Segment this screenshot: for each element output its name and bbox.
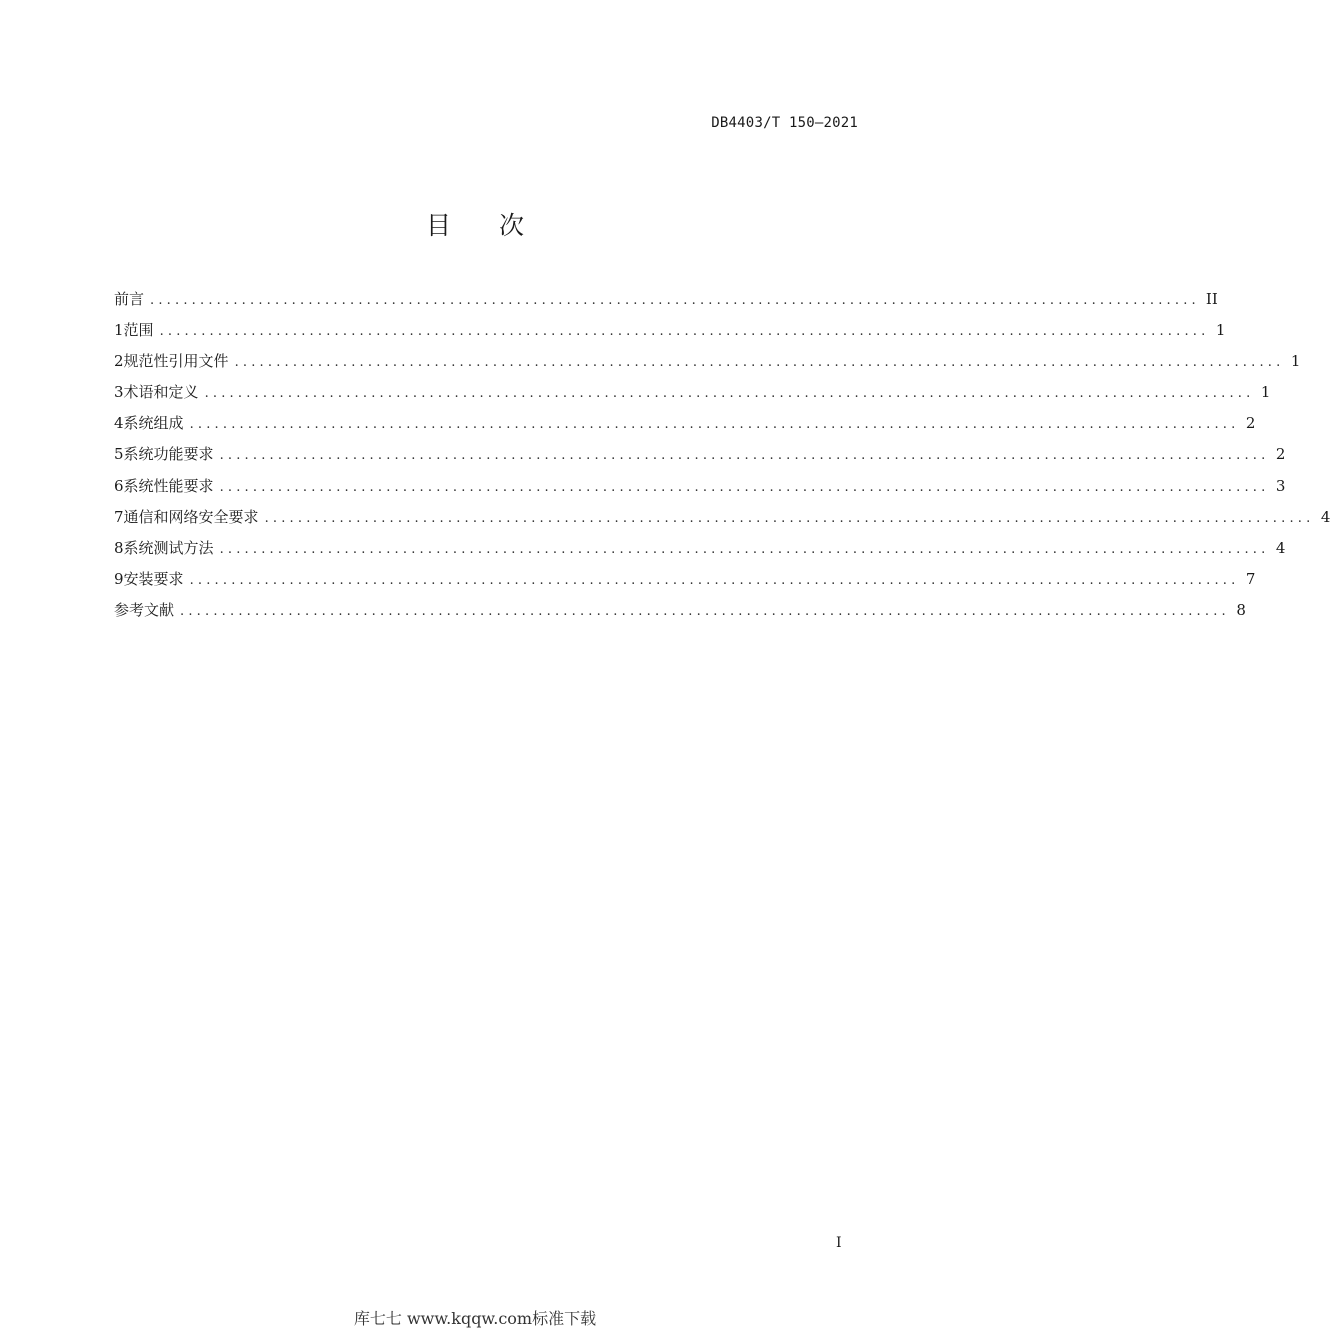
title-char-left: 目 — [425, 211, 451, 240]
toc-entry-normative-references[interactable] — [114, 349, 1301, 380]
toc-entry-terms-definitions[interactable] — [114, 380, 1271, 411]
toc-entry-label: 前言 — [114, 290, 145, 308]
toc-leader-dots: .............................................................................................................................. — [234, 355, 1285, 371]
toc-leader-dots: .............................................................................................................................. — [189, 572, 1240, 588]
toc-entry-label: 范围 — [123, 321, 154, 340]
toc-entry-label: 系统组成 — [123, 414, 184, 433]
toc-entry-label: 规范性引用文件 — [123, 352, 229, 371]
toc-entry-number: 8 — [114, 538, 124, 557]
toc-entry-page: II — [1205, 290, 1218, 308]
title-char-right: 次 — [499, 211, 525, 240]
toc-entry-test-methods[interactable] — [114, 536, 1286, 567]
toc-leader-dots: .............................................................................................................................. — [264, 510, 1315, 526]
toc-entry-number: 3 — [114, 383, 124, 402]
toc-entry-network-security[interactable] — [114, 505, 1330, 536]
toc-leader-dots: .............................................................................................................................. — [159, 324, 1210, 340]
toc-entry-number: 6 — [114, 476, 124, 495]
page-title — [0, 206, 950, 242]
toc-entry-number: 7 — [114, 507, 124, 526]
document-code: DB4403/T 150—2021 — [711, 115, 858, 131]
toc-entry-page: 2 — [1275, 445, 1286, 464]
toc-leader-dots: .............................................................................................................................. — [150, 293, 1200, 308]
toc-entry-page: 3 — [1275, 476, 1286, 495]
toc-entry-page: 1 — [1260, 383, 1271, 402]
toc-entry-foreword[interactable] — [114, 287, 1218, 318]
toc-leader-dots: .............................................................................................................................. — [189, 417, 1240, 433]
page-number: I — [836, 1235, 842, 1251]
footer-watermark: 库七七 www.kqqw.com标准下载 — [353, 1309, 597, 1328]
toc-entry-page: 8 — [1236, 600, 1246, 619]
toc-entry-label: 系统功能要求 — [123, 445, 214, 464]
toc-entry-label: 术语和定义 — [123, 383, 199, 402]
toc-leader-dots: .............................................................................................................................. — [219, 479, 1270, 495]
toc-entry-number: 4 — [114, 414, 124, 433]
toc-entry-system-composition[interactable] — [114, 411, 1256, 442]
toc-entry-label: 参考文献 — [114, 600, 175, 619]
toc-entry-number: 9 — [114, 569, 124, 588]
toc-entry-page: 4 — [1275, 538, 1286, 557]
toc-leader-dots: .............................................................................................................................. — [204, 386, 1255, 402]
toc-entry-bibliography[interactable] — [114, 598, 1246, 629]
toc-entry-performance-requirements[interactable] — [114, 474, 1286, 505]
table-of-contents — [114, 287, 1330, 629]
toc-entry-label: 通信和网络安全要求 — [123, 507, 259, 526]
toc-entry-label: 系统测试方法 — [123, 538, 214, 557]
toc-entry-scope[interactable] — [114, 318, 1226, 349]
toc-entry-label: 系统性能要求 — [123, 476, 214, 495]
toc-entry-page: 1 — [1290, 352, 1301, 371]
toc-entry-page: 7 — [1245, 569, 1256, 588]
toc-entry-page: 4 — [1320, 507, 1330, 526]
toc-entry-page: 1 — [1215, 321, 1226, 340]
toc-entry-installation[interactable] — [114, 567, 1256, 598]
toc-entry-number: 1 — [114, 321, 124, 340]
toc-leader-dots: .............................................................................................................................. — [219, 541, 1270, 557]
toc-entry-functional-requirements[interactable] — [114, 442, 1286, 473]
toc-entry-page: 2 — [1245, 414, 1256, 433]
toc-leader-dots: .............................................................................................................................. — [180, 603, 1230, 619]
toc-entry-number: 2 — [114, 352, 124, 371]
toc-entry-label: 安装要求 — [123, 569, 184, 588]
toc-entry-number: 5 — [114, 445, 124, 464]
toc-leader-dots: .............................................................................................................................. — [219, 448, 1270, 464]
